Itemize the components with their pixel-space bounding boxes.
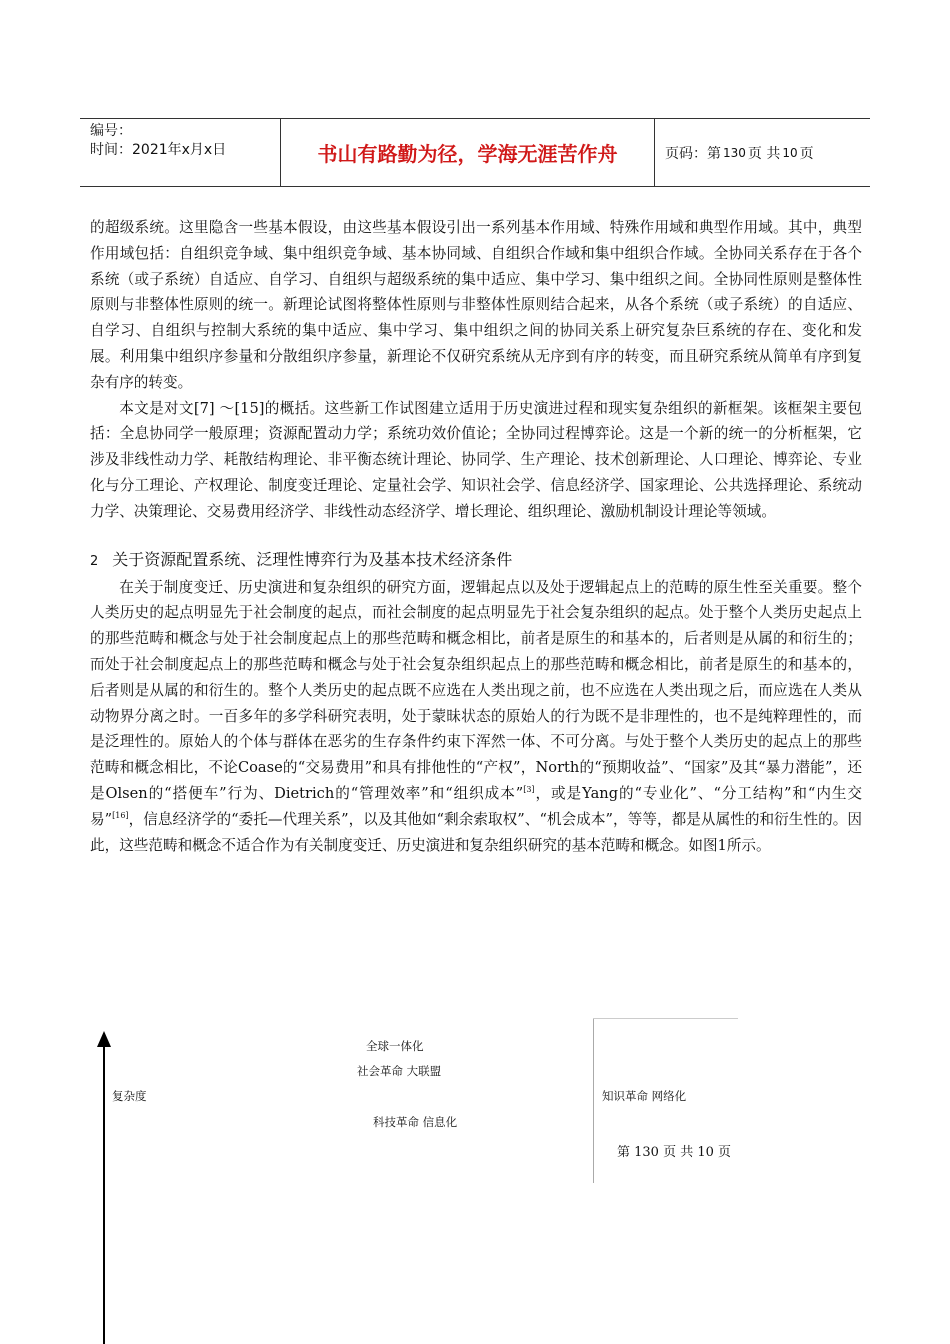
figure-divider-vertical <box>593 1018 594 1183</box>
label-tech-revolution: 科技革命 信息化 <box>373 1115 458 1129</box>
section-heading <box>90 547 862 575</box>
page-header <box>80 118 870 187</box>
paragraph-1: 的超级系统。这里隐含一些基本假设，由这些基本假设引出一系列基本作用域、特殊作用域和典型作用域。其中，典型作用域包括：自组织竞争域、集中组织竞争域、基本协同域、自组织合作域和集中组织合作域。全协同关系存在于各个系统（或子系统）自适应、自学习、自组织与超级系统的集中适应、集中学习、集中组织之间。全协同性原则是整体性原则与非整体性原则的统一。新理论试图将整体性原则与非整体性原则结合起来，从各个系统（或子系统）的自适应、自学习、自组织与控制大系统的集中适应、集中学习、集中组织之间的协同关系上研究复杂巨系统的存在、变化和发展。利用集中组织序参量和分散组织序参量，新理论不仅研究系统从无序到有序的转变，而且研究系统从简单有序到复杂有序的转变。 <box>90 219 862 391</box>
page-prefix: 页码：第 <box>665 145 721 162</box>
label-social-revolution: 社会革命 大联盟 <box>357 1064 442 1078</box>
header-motto: 书山有路勤为径，学海无涯苦作舟 <box>281 119 655 186</box>
label-knowledge-revolution: 知识革命 网络化 <box>602 1089 687 1103</box>
doc-code-label: 编号： <box>90 123 132 139</box>
page-footer: 第 130 页 共 10 页 <box>617 1145 732 1160</box>
complexity-axis <box>103 1038 105 1344</box>
paragraph-3-part-a: 在关于制度变迁、历史演进和复杂组织的研究方面，逻辑起点以及处于逻辑起点上的范畴的原生性至关重要。整个人类历史的起点明显先于社会制度的起点，而社会制度的起点明显先于社会复杂组织的起点。处于整个人类历史起点上的那些范畴和概念与处于社会制度起点上的那些范畴和概念相比，前者是原生的和基本的，后者则是从属的和衍生的；而处于社会制度起点上的那些范畴和概念与处于社会复杂组织起点上的那些范畴和概念相比，前者是原生的和基本的，后者则是从属的和衍生的。整个人类历史的起点既不应选在人类出现之前，也不应选在人类出现之后，而应选在人类从动物界分离之时。一百多年的多学科研究表明，处于蒙昧状态的原始人的行为既不是非理性的，也不是纯粹理性的，而是泛理性的。原始人的个体与群体在恶劣的生存条件约束下浑然一体、不可分离。与处于整个人类历史的起点上的那些范畴和概念相比，不论Coase的“交易费用”和具有排他性的“产权”，North的“预期收益”、“国家”及其“暴力潜能”，还是Olsen的“搭便车”行为、Dietrich的“管理效率”和“组织成本” <box>90 578 862 802</box>
header-meta <box>80 119 281 186</box>
label-complexity: 复杂度 <box>112 1089 147 1103</box>
page-suffix: 页 <box>799 145 814 162</box>
page-mid: 页 共 <box>747 145 781 162</box>
paragraph-2: 本文是对文[7] ～[15]的概括。这些新工作试图建立适用于历史演进过程和现实复杂组织的新框架。该框架主要包括：全息协同学一般原理；资源配置动力学；系统功效价值论；全协同过程博弈论。这是一个新的统一的分析框架，它涉及非线性动力学、耗散结构理论、非平衡态统计理论、协同学、生产理论、技术创新理论、人口理论、博弈论、专业化与分工理论、产权理论、制度变迁理论、定量社会学、知识社会学、信息经济学、国家理论、公共选择理论、系统动力学、决策理论、交易费用经济学、非线性动态经济学、增长理论、组织理论、激励机制设计理论等领域。 <box>90 399 862 520</box>
header-page-info <box>655 119 870 186</box>
section-number: 2 <box>90 553 99 569</box>
figure-divider-horizontal <box>593 1018 738 1019</box>
citation-16: [16] <box>112 810 129 820</box>
paragraph-3 <box>90 575 862 859</box>
citation-3: [3] <box>523 785 535 795</box>
page-total: 10 <box>782 145 798 160</box>
body-content <box>90 215 862 858</box>
label-global-integration: 全球一体化 <box>366 1039 424 1053</box>
section-title: 关于资源配置系统、泛理性博弈行为及基本技术经济条件 <box>112 549 513 569</box>
doc-time-label: 时间：2021年x月x日 <box>90 142 227 158</box>
page-number: 130 <box>723 145 746 160</box>
paragraph-3-part-b: ，或是Yang的“专业化”、“分工结构”和“内生交易” <box>90 784 863 828</box>
paragraph-3-part-c: ，信息经济学的“委托—代理关系”，以及其他如“剩余索取权”、“机会成本”，等等，都是从属性的和衍生性的。因此，这些范畴和概念不适合作为有关制度变迁、历史演进和复杂组织研究的基本范畴和概念。如图1所示。 <box>90 810 862 854</box>
